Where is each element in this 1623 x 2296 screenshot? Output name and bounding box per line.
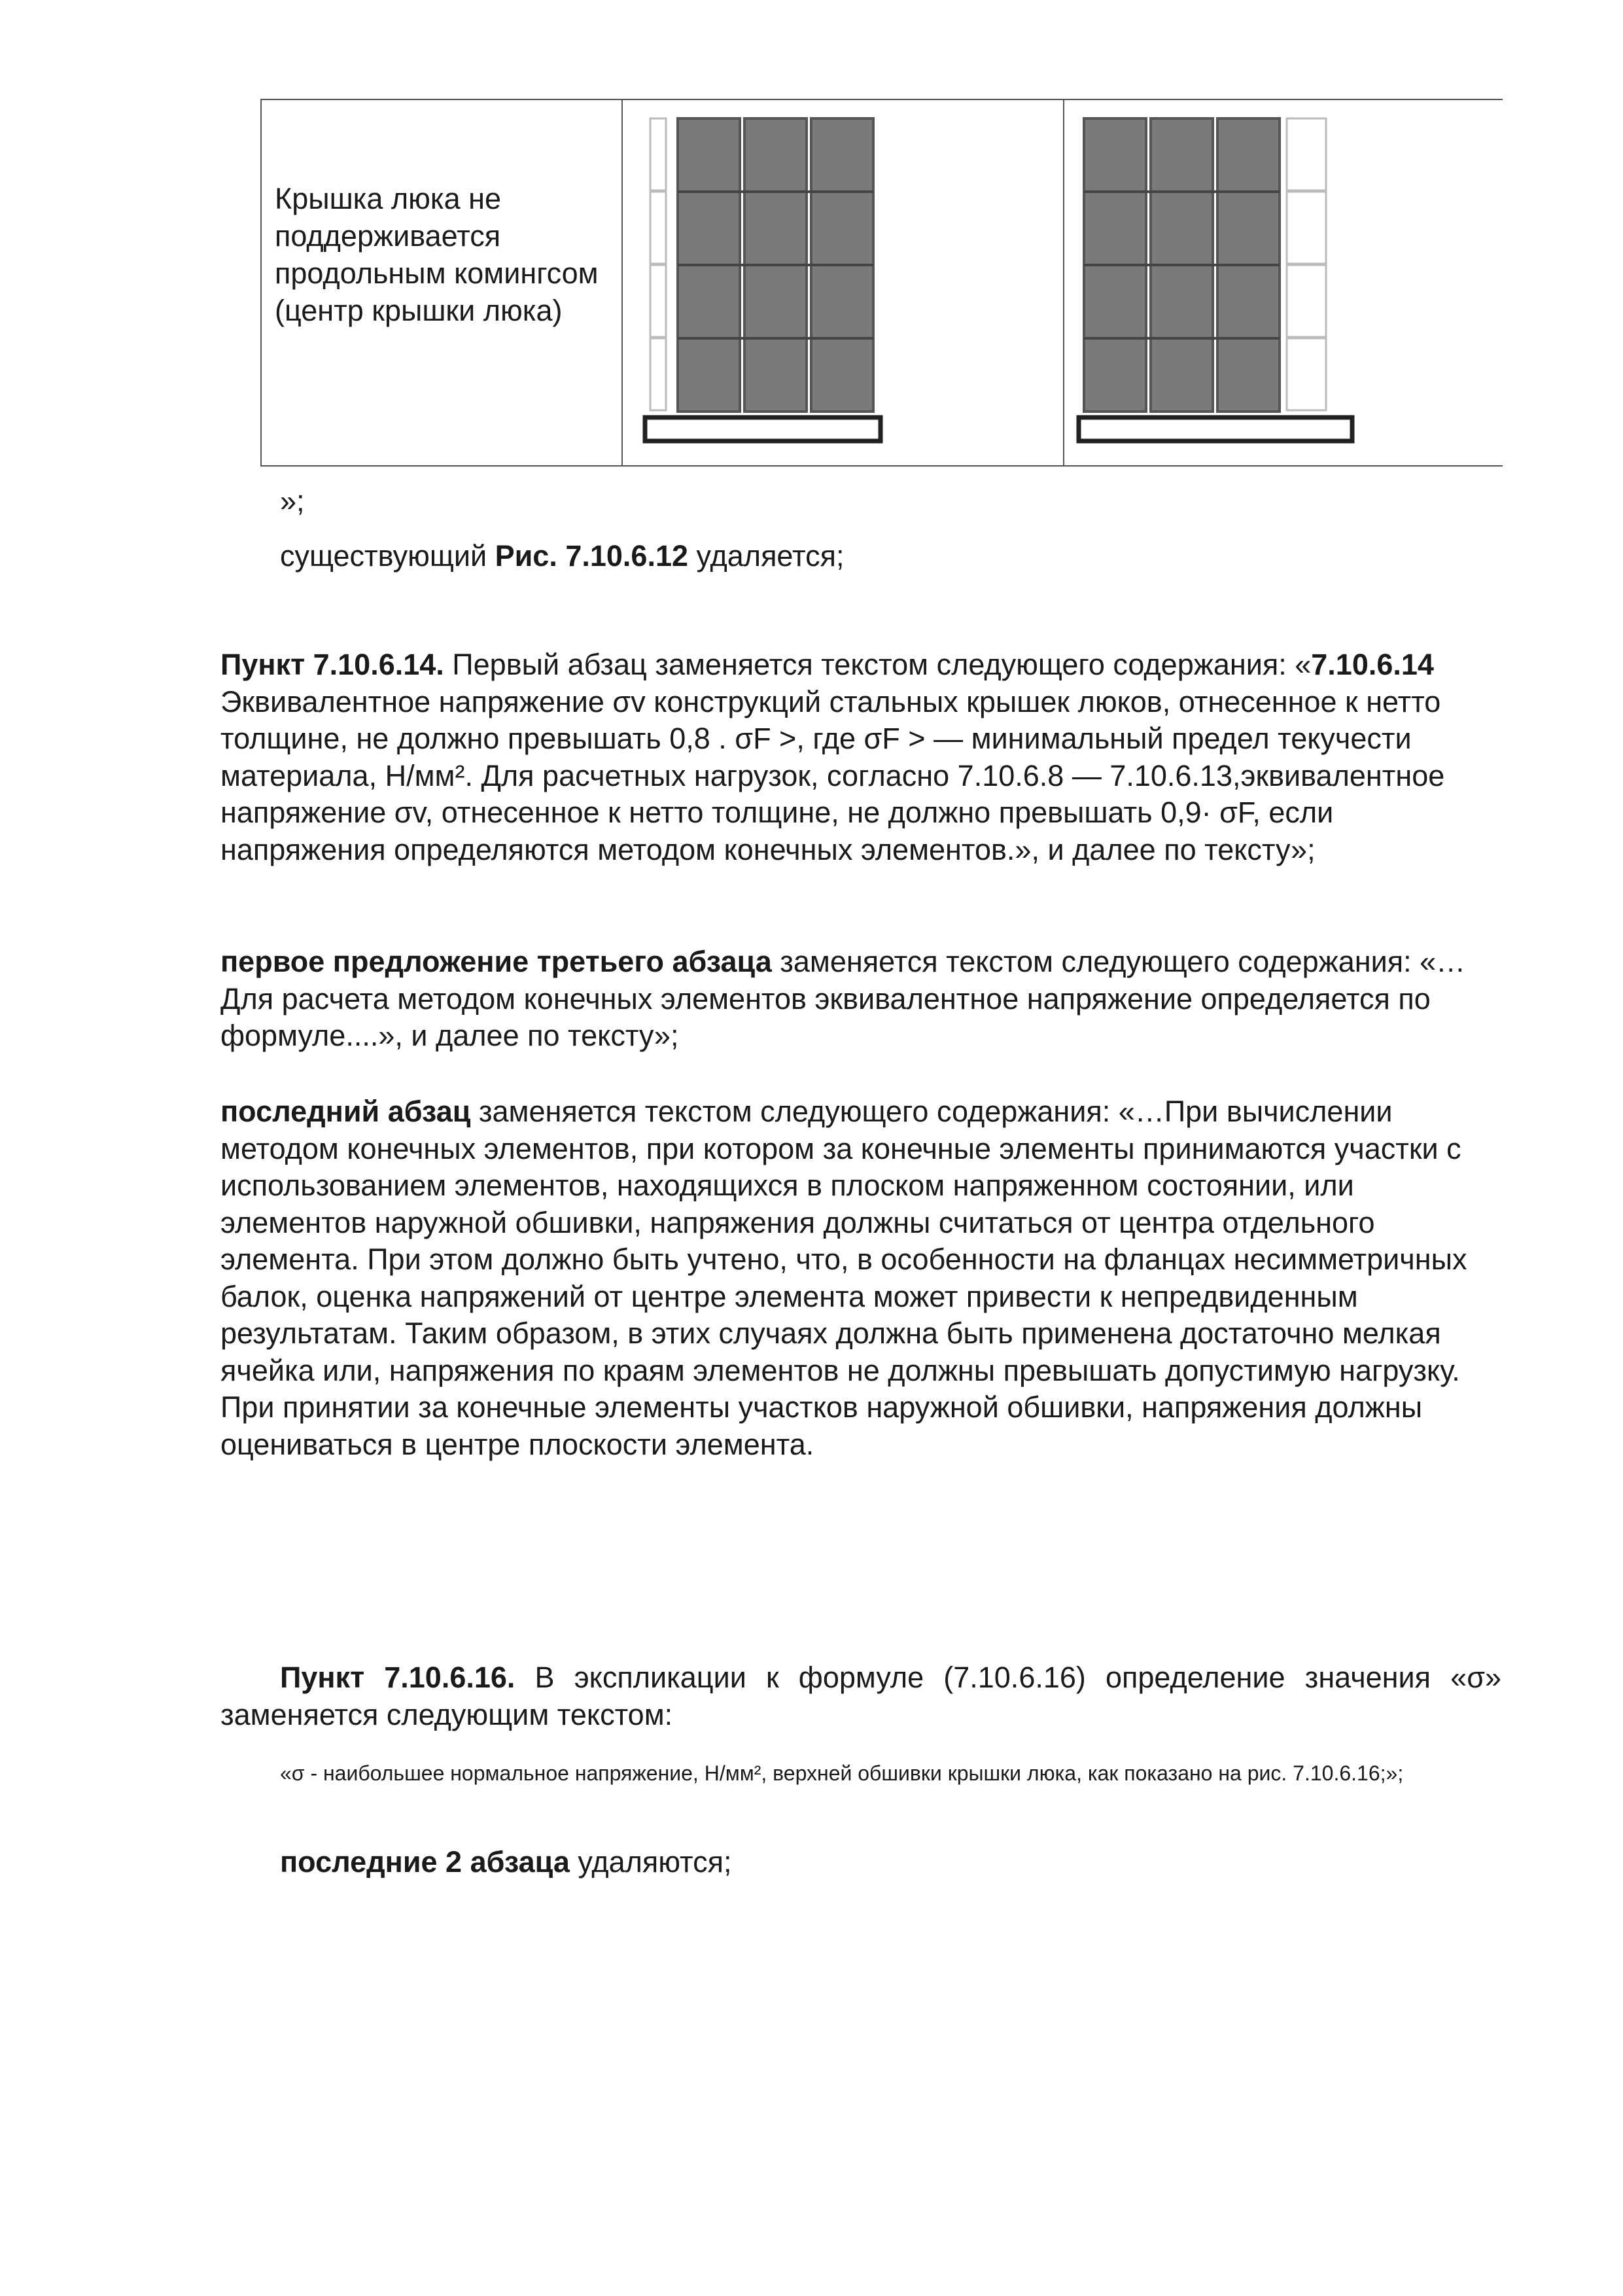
note-text: удаляется; [688, 539, 845, 573]
caption-cell [262, 100, 623, 465]
section-7-10-6-16-paragraph-1 [220, 1659, 1501, 1733]
figure-table [260, 99, 1503, 467]
section-7-10-6-14-paragraph-3 [220, 1093, 1496, 1463]
section-7-10-6-14-paragraph-2 [220, 944, 1476, 1055]
sigma-definition: «σ - наибольшее нормальное напряжение, Н/мм², верхней обшивки крышки люка, как показано на рис. 7.10.6.16;»; [280, 1761, 1404, 1785]
paragraph-text: Эквивалентное напряжение σv конструкций стальных крышек люков, отнесенное к нетто толщине, не должно превышать 0,8 . σF >, где σF > — минимальный предел текучести материала, Н/мм². Для расчетных нагрузок, согласно 7.10.6.8 — 7.10.6.13,эквивалентное напряжение σv, отнесенное к нетто толщине, не должно превышать 0,9· σF, если напряжения определяются методом конечных элементов.», и далее по тексту»; [220, 684, 1445, 866]
figure-cell-right [1064, 100, 1503, 465]
removed-figure-note [280, 538, 844, 575]
clause-ref: Пункт 7.10.6.14. [220, 648, 444, 681]
paragraph-text: Первый абзац заменяется текстом следующего содержания: « [444, 648, 1312, 681]
paragraph-lead: последние 2 абзаца [280, 1845, 570, 1879]
paragraph-text: В экспликации к формуле (7.10.6.16) определение значения «σ» заменяется следующим текстом: [220, 1661, 1501, 1731]
paragraph-lead: первое предложение третьего абзаца [220, 945, 772, 978]
figure-cell-left [623, 100, 1064, 465]
section-7-10-6-16-paragraph-3 [280, 1844, 732, 1881]
section-7-10-6-14-paragraph-1 [220, 646, 1503, 868]
clause-number: 7.10.6.14 [1311, 648, 1434, 681]
paragraph-text: заменяется текстом следующего содержания: «…Для расчета методом конечных элементов эквивалентное напряжение определяется по формуле....», и далее по тексту»; [220, 945, 1466, 1052]
clause-ref: Пункт 7.10.6.16. [280, 1661, 515, 1694]
paragraph-text: заменяется текстом следующего содержания: «…При вычислении методом конечных элементов, при котором за конечные элементы принимаются участки с использованием элементов, находящихся в плоском напряженном состоянии, или элементов наружной обшивки, напряжения должны считаться от центра отдельного элемента. При этом должно быть учтено, что, в особенности на фланцах несимметричных балок, оценка напряжений от центре элемента может привести к непредвиденным результатам. Таким образом, в этих случаях должна быть применена достаточно мелкая ячейка или, напряжения по краям элементов не должны превышать допустимую нагрузку. При принятии за конечные элементы участков наружной обшивки, напряжения должны оцениваться в центре плоскости элемента. [220, 1095, 1467, 1461]
paragraph-lead: последний абзац [220, 1095, 471, 1128]
hatch-cover-diagram-left [623, 100, 1064, 465]
table-caption: Крышка люка не поддерживается продольным комингсом (центр крышки люка) [275, 182, 599, 327]
hatch-cover-diagram-right [1064, 100, 1503, 465]
figure-ref: Рис. 7.10.6.12 [495, 539, 689, 573]
closing-quote: »; [280, 484, 305, 518]
paragraph-text: удаляются; [569, 1845, 732, 1879]
note-text: существующий [280, 539, 495, 573]
